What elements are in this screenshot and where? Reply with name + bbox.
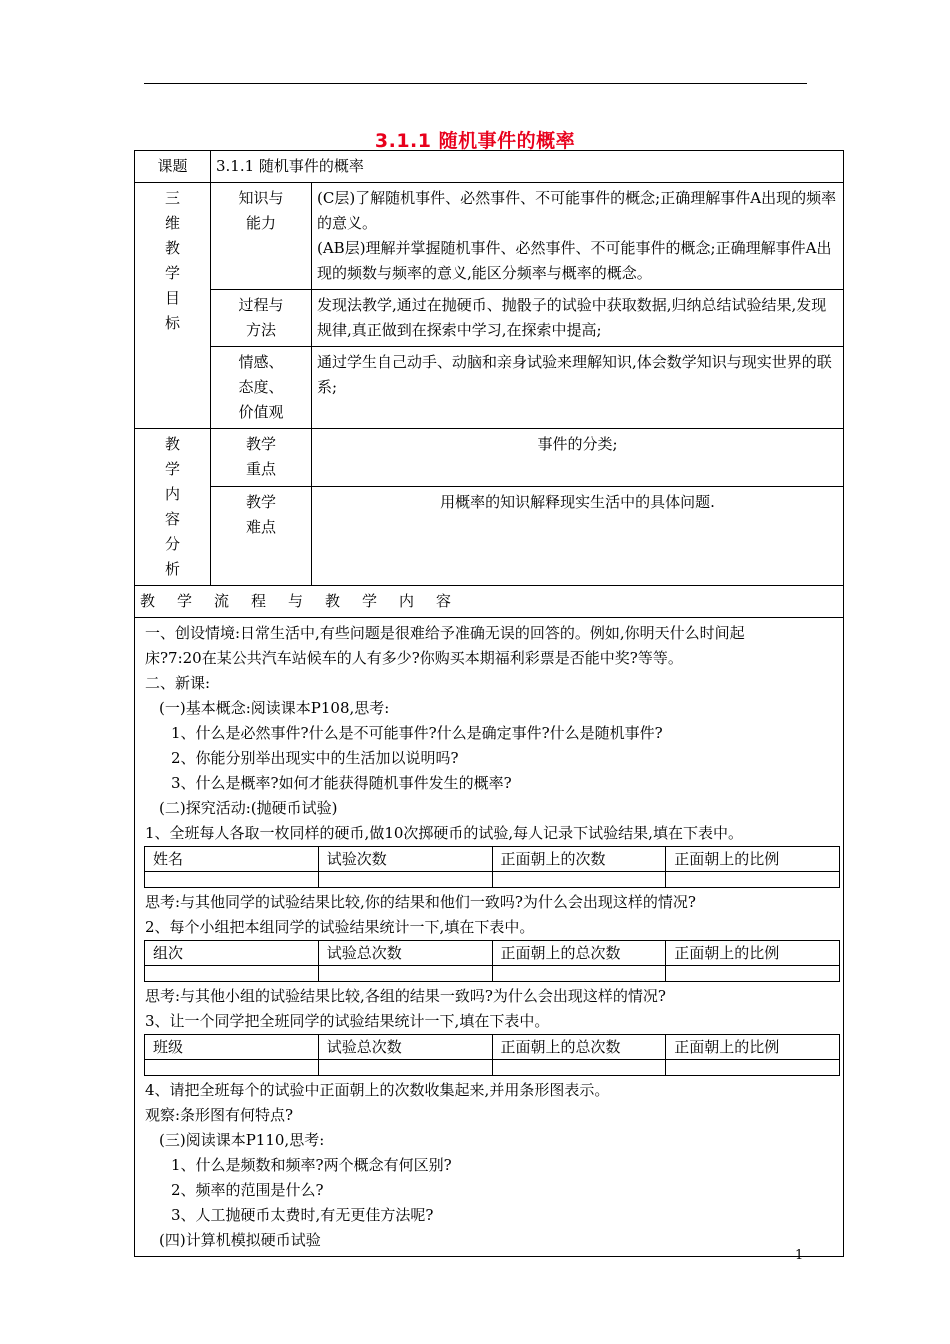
key-point-value: 事件的分类; — [312, 429, 844, 487]
table3-cell[interactable] — [318, 1060, 492, 1076]
part4-heading: (四)计算机模拟硬币试验 — [159, 1231, 321, 1249]
table2-header: 组次 — [145, 941, 319, 966]
table1-header: 正面朝上的次数 — [492, 847, 666, 872]
step-4: 4、请把全班每个的试验中正面朝上的次数收集起来,并用条形图表示。 — [145, 1081, 610, 1099]
class-results-table — [144, 1034, 840, 1076]
table3-header: 试验总次数 — [318, 1035, 492, 1060]
group-results-table — [144, 940, 840, 982]
goal-attitude-label: 情感、 态度、 价值观 — [211, 347, 312, 429]
table2-cell[interactable] — [666, 966, 840, 982]
table3-header: 正面朝上的总次数 — [492, 1035, 666, 1060]
question-1: 1、什么是必然事件?什么是不可能事件?什么是确定事件?什么是随机事件? — [171, 724, 663, 742]
step-1: 1、全班每人各取一枚同样的硬币,做10次掷硬币的试验,每人记录下试验结果,填在下表中。 — [145, 824, 743, 842]
observe: 观察:条形图有何特点? — [145, 1106, 294, 1124]
lesson-value: 3.1.1 随机事件的概率 — [211, 151, 844, 183]
reading-question-3: 3、人工抛硬币太费时,有无更佳方法呢? — [171, 1206, 434, 1224]
page-number: 1 — [795, 1248, 804, 1263]
table2-header: 正面朝上的总次数 — [492, 941, 666, 966]
think-1: 思考:与其他同学的试验结果比较,你的结果和他们一致吗?为什么会出现这样的情况? — [145, 893, 696, 911]
goal-knowledge-content: (C层)了解随机事件、必然事件、不可能事件的概念;正确理解事件A出现的频率的意义。 (AB层)理解并掌握随机事件、必然事件、不可能事件的概念;正确理解事件A出现的频数与频率的意义,能区分频率与概率的概念。 — [312, 183, 844, 290]
table1-header: 试验次数 — [318, 847, 492, 872]
key-point-label: 教学 重点 — [211, 429, 312, 487]
goal-knowledge-label: 知识与 能力 — [211, 183, 312, 290]
table3-cell[interactable] — [145, 1060, 319, 1076]
difficult-point-label: 教学 难点 — [211, 487, 312, 586]
goal-attitude-content: 通过学生自己动手、动脑和亲身试验来理解知识,体会数学知识与现实世界的联系; — [312, 347, 844, 429]
page-title: 3.1.1 随机事件的概率 — [374, 130, 576, 152]
table1-cell[interactable] — [666, 872, 840, 888]
step-2: 2、每个小组把本组同学的试验结果统计一下,填在下表中。 — [145, 918, 535, 936]
new-lesson-heading: 二、新课: — [145, 674, 211, 692]
analysis-label: 教 学 内 容 分 析 — [135, 429, 211, 586]
table2-cell[interactable] — [492, 966, 666, 982]
think-2: 思考:与其他小组的试验结果比较,各组的结果一致吗?为什么会出现这样的情况? — [145, 987, 666, 1005]
table3-cell[interactable] — [492, 1060, 666, 1076]
individual-results-table — [144, 846, 840, 888]
question-2: 2、你能分别举出现实中的生活加以说明吗? — [171, 749, 459, 767]
table2-header: 正面朝上的比例 — [666, 941, 840, 966]
reading-question-2: 2、频率的范围是什么? — [171, 1181, 324, 1199]
table1-cell[interactable] — [492, 872, 666, 888]
table1-cell[interactable] — [318, 872, 492, 888]
table1-header: 姓名 — [145, 847, 319, 872]
intro-line-2: 床?7:20在某公共汽车站候车的人有多少?你购买本期福利彩票是否能中奖?等等。 — [145, 649, 683, 667]
reading-question-1: 1、什么是频数和频率?两个概念有何区别? — [171, 1156, 452, 1174]
part3-heading: (三)阅读课本P110,思考: — [159, 1131, 325, 1149]
header-rule — [144, 83, 807, 84]
part1-heading: (一)基本概念:阅读课本P108,思考: — [159, 699, 390, 717]
part2-heading: (二)探究活动:(抛硬币试验) — [159, 799, 338, 817]
table1-header: 正面朝上的比例 — [666, 847, 840, 872]
goal-process-label: 过程与 方法 — [211, 290, 312, 347]
question-3: 3、什么是概率?如何才能获得随机事件发生的概率? — [171, 774, 512, 792]
teaching-content — [135, 618, 844, 1257]
table1-cell[interactable] — [145, 872, 319, 888]
intro-line-1: 一、创设情境:日常生活中,有些问题是很难给予准确无误的回答的。例如,你明天什么时间起 — [145, 624, 745, 642]
goal-process-content: 发现法教学,通过在抛硬币、抛骰子的试验中获取数据,归纳总结试验结果,发现规律,真正做到在探索中学习,在探索中提高; — [312, 290, 844, 347]
table3-header: 正面朝上的比例 — [666, 1035, 840, 1060]
flow-header: 教学流程与教学内容 — [135, 586, 844, 618]
difficult-point-value: 用概率的知识解释现实生活中的具体问题. — [312, 487, 844, 586]
lesson-label: 课题 — [135, 151, 211, 183]
table2-header: 试验总次数 — [318, 941, 492, 966]
goals-label: 三 维 教 学 目 标 — [135, 183, 211, 429]
table2-cell[interactable] — [145, 966, 319, 982]
lesson-plan-table — [134, 150, 844, 1257]
table2-cell[interactable] — [318, 966, 492, 982]
table3-cell[interactable] — [666, 1060, 840, 1076]
step-3: 3、让一个同学把全班同学的试验结果统计一下,填在下表中。 — [145, 1012, 550, 1030]
table3-header: 班级 — [145, 1035, 319, 1060]
